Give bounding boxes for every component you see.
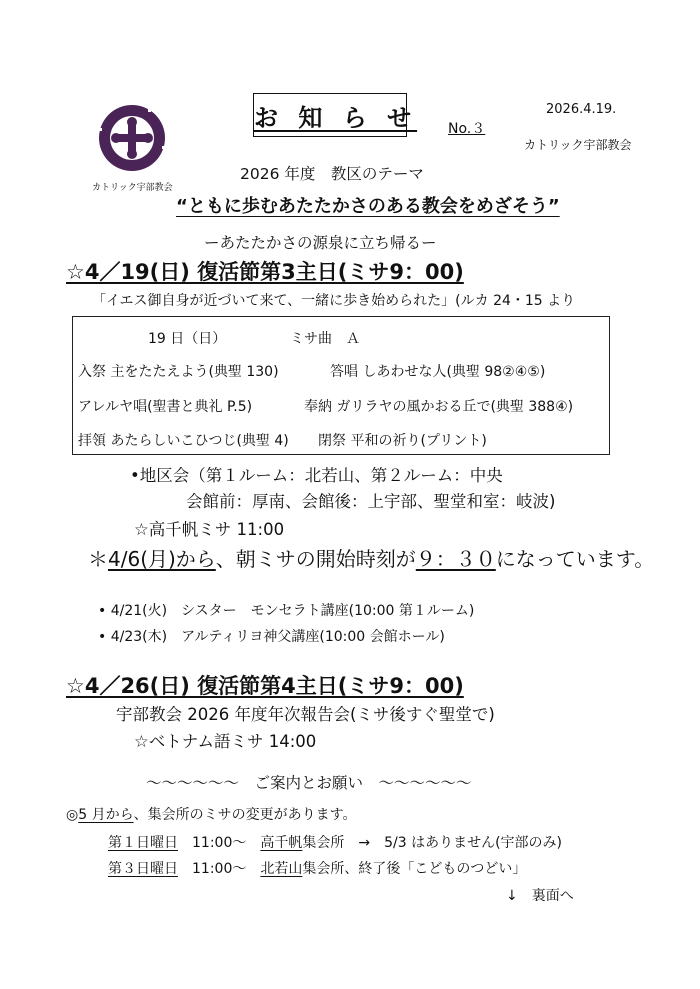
guide-line-first-sunday: [108, 832, 562, 852]
church-name: カトリック宇部教会: [524, 138, 632, 152]
theme-motto: “ともに歩むあたたかさのある教会をめざそう”: [176, 196, 560, 217]
takachiho-name: 高千帆: [260, 835, 303, 851]
guide-line-third-sunday: [108, 858, 526, 878]
kitawakayama-name: 北若山: [260, 861, 303, 877]
sunday1-quote: 「イエス御自身が近づいて来て、一緒に歩き始められた」(ルカ 24・15 より: [92, 293, 576, 309]
third-sunday: 第３日曜日: [108, 861, 178, 877]
issue-number: No.３: [448, 121, 486, 137]
mass-setting: ミサ曲 Ａ: [290, 331, 360, 347]
event-item: • 4/21(火) シスター モンセラト講座(10:00 第１ルーム): [98, 603, 475, 619]
communion-hymn: 拝領 あたらしいこひつじ(典聖 4): [78, 433, 289, 449]
morning-mass-notice: [88, 543, 654, 572]
theme-label: 2026 年度 教区のテーマ: [240, 165, 424, 183]
district-meeting: •地区会（第１ルーム：北若山、第２ルーム：中央: [130, 466, 503, 485]
takachiho-mass: ☆高千帆ミサ 11:00: [134, 520, 285, 539]
guide-heading: ～～～～～～ ご案内とお願い ～～～～～～: [146, 774, 472, 792]
notice-prefix: ＊: [88, 547, 108, 571]
responsorial-psalm: 答唱 しあわせな人(典聖 98②④⑤): [330, 364, 546, 380]
first-sunday-detail: 集会所 → 5/3 はありません(宇部のみ): [302, 835, 562, 851]
alleluia: アレルヤ唱(聖書と典礼 P.5): [78, 399, 253, 415]
see-back-page: ↓ 裏面へ: [506, 888, 574, 904]
title-box: [253, 93, 418, 137]
guide-intro-date: 5 月から: [78, 807, 134, 823]
notice-date: 4/6(月)から: [108, 547, 216, 571]
mass-date: 19 日（日）: [148, 331, 227, 347]
third-sunday-time: 11:00～: [178, 861, 261, 877]
guide-intro: [66, 804, 356, 824]
entrance-hymn: 入祭 主をたたえよう(典聖 130): [78, 364, 279, 380]
event-item: • 4/23(木) アルティリヨ神父講座(10:00 会館ホール): [98, 629, 445, 645]
sunday2-heading: ☆4／26(日) 復活節第4主日(ミサ9：00): [66, 674, 464, 698]
issue-date: 2026.4.19.: [546, 102, 617, 117]
third-sunday-detail: 集会所、終了後「こどものつどい」: [302, 861, 527, 877]
guide-intro-mark: ◎: [66, 807, 79, 823]
notice-middle: 、朝ミサの開始時刻が: [215, 547, 416, 571]
vietnamese-mass: ☆ベトナム語ミサ 14:00: [134, 732, 317, 751]
closing-hymn: 閉祭 平和の祈り(プリント): [318, 433, 487, 449]
annual-report-meeting: 宇部教会 2026 年度年次報告会(ミサ後すぐ聖堂で): [116, 705, 495, 724]
guide-intro-text: 、集会所のミサの変更があります。: [133, 807, 357, 823]
church-logo-icon: [88, 98, 176, 178]
theme-sub: ーあたたかさの源泉に立ち帰るー: [204, 234, 437, 252]
first-sunday: 第１日曜日: [108, 835, 178, 851]
notice-time: ９：３０: [415, 547, 496, 571]
offertory-hymn: 奉納 ガリラヤの風かおる丘で(典聖 388④): [304, 399, 574, 415]
district-rooms: 会館前：厚南、会館後：上宇部、聖堂和室：岐波): [186, 492, 556, 511]
sunday1-heading: ☆4／19(日) 復活節第3主日(ミサ9：00): [66, 260, 464, 284]
notice-suffix: になっています。: [495, 547, 655, 571]
logo-caption: カトリック宇部教会: [92, 183, 173, 193]
church-logo: [88, 98, 176, 193]
first-sunday-time: 11:00～: [178, 835, 261, 851]
page-title: お 知 ら せ: [254, 104, 418, 132]
